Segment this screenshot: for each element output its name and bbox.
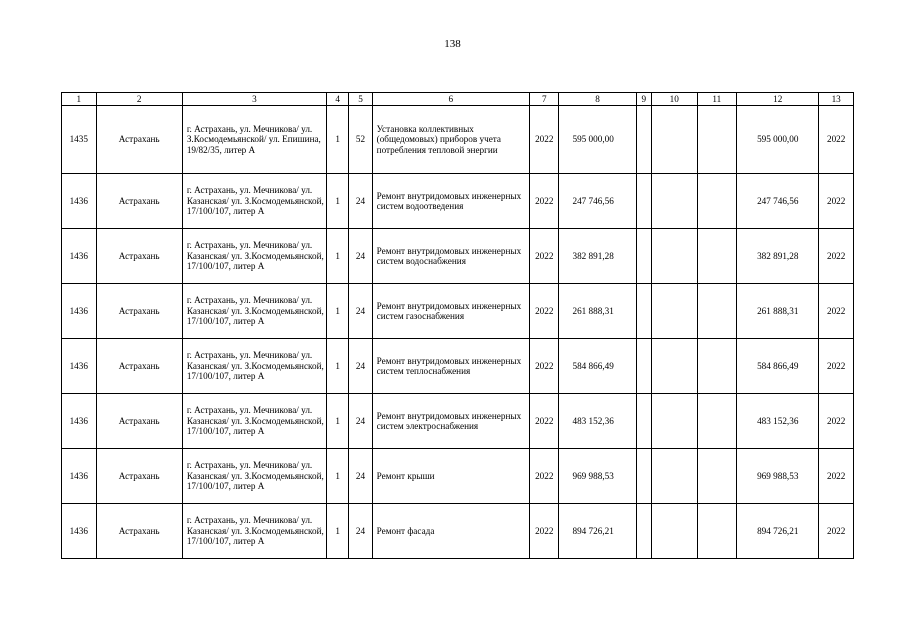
city-cell: Астрахань	[96, 106, 182, 174]
column-header: 8	[559, 93, 636, 106]
address-cell: г. Астрахань, ул. Мечникова/ ул. Казанская/ ул. З.Космодемьянской, 17/100/107, литер А	[182, 229, 326, 284]
page-number: 138	[444, 38, 461, 50]
col4-cell: 1	[326, 449, 348, 504]
col11-cell	[697, 394, 737, 449]
table-header-row	[62, 93, 854, 106]
row-number-cell: 1436	[62, 394, 97, 449]
total-cost-cell: 483 152,36	[737, 394, 819, 449]
row-number-cell: 1436	[62, 449, 97, 504]
col4-cell: 1	[326, 284, 348, 339]
col4-cell: 1	[326, 504, 348, 559]
col9-cell	[636, 106, 651, 174]
table-row	[62, 284, 854, 339]
col5-cell: 24	[349, 504, 372, 559]
col9-cell	[636, 229, 651, 284]
col4-cell: 1	[326, 174, 348, 229]
cost-cell: 247 746,56	[559, 174, 636, 229]
total-cost-cell: 584 866,49	[737, 339, 819, 394]
table-row	[62, 449, 854, 504]
city-cell: Астрахань	[96, 394, 182, 449]
col9-cell	[636, 339, 651, 394]
column-header: 6	[372, 93, 529, 106]
col9-cell	[636, 449, 651, 504]
col5-cell: 24	[349, 174, 372, 229]
col4-cell: 1	[326, 106, 348, 174]
cost-cell: 969 988,53	[559, 449, 636, 504]
col10-cell	[651, 284, 697, 339]
col10-cell	[651, 504, 697, 559]
total-cost-cell: 261 888,31	[737, 284, 819, 339]
col4-cell: 1	[326, 394, 348, 449]
work-type-cell: Ремонт крыши	[372, 449, 529, 504]
cost-cell: 483 152,36	[559, 394, 636, 449]
col10-cell	[651, 106, 697, 174]
year-end-cell: 2022	[819, 106, 854, 174]
row-number-cell: 1436	[62, 504, 97, 559]
col5-cell: 24	[349, 284, 372, 339]
city-cell: Астрахань	[96, 229, 182, 284]
work-type-cell: Ремонт внутридомовых инженерных систем водоснабжения	[372, 229, 529, 284]
col11-cell	[697, 106, 737, 174]
address-cell: г. Астрахань, ул. Мечникова/ ул. Казанская/ ул. З.Космодемьянской, 17/100/107, литер А	[182, 174, 326, 229]
col5-cell: 24	[349, 394, 372, 449]
column-header: 2	[96, 93, 182, 106]
address-cell: г. Астрахань, ул. Мечникова/ ул. З.Космодемьянской/ ул. Епишина, 19/82/35, литер А	[182, 106, 326, 174]
total-cost-cell: 382 891,28	[737, 229, 819, 284]
cost-cell: 261 888,31	[559, 284, 636, 339]
total-cost-cell: 595 000,00	[737, 106, 819, 174]
col11-cell	[697, 229, 737, 284]
work-type-cell: Ремонт внутридомовых инженерных систем теплоснабжения	[372, 339, 529, 394]
column-header: 5	[349, 93, 372, 106]
col4-cell: 1	[326, 229, 348, 284]
year-cell: 2022	[530, 106, 559, 174]
col9-cell	[636, 284, 651, 339]
column-header: 13	[819, 93, 854, 106]
col4-cell: 1	[326, 339, 348, 394]
year-cell: 2022	[530, 449, 559, 504]
table-row	[62, 394, 854, 449]
col5-cell: 24	[349, 339, 372, 394]
col11-cell	[697, 339, 737, 394]
year-cell: 2022	[530, 394, 559, 449]
total-cost-cell: 247 746,56	[737, 174, 819, 229]
col10-cell	[651, 174, 697, 229]
col10-cell	[651, 394, 697, 449]
row-number-cell: 1436	[62, 284, 97, 339]
year-cell: 2022	[530, 284, 559, 339]
address-cell: г. Астрахань, ул. Мечникова/ ул. Казанская/ ул. З.Космодемьянской, 17/100/107, литер А	[182, 504, 326, 559]
row-number-cell: 1436	[62, 229, 97, 284]
work-type-cell: Ремонт внутридомовых инженерных систем электроснабжения	[372, 394, 529, 449]
year-end-cell: 2022	[819, 229, 854, 284]
year-end-cell: 2022	[819, 339, 854, 394]
table-row	[62, 504, 854, 559]
address-cell: г. Астрахань, ул. Мечникова/ ул. Казанская/ ул. З.Космодемьянской, 17/100/107, литер А	[182, 449, 326, 504]
year-cell: 2022	[530, 504, 559, 559]
col10-cell	[651, 449, 697, 504]
col11-cell	[697, 449, 737, 504]
column-header: 4	[326, 93, 348, 106]
year-cell: 2022	[530, 229, 559, 284]
year-end-cell: 2022	[819, 174, 854, 229]
table-row	[62, 106, 854, 174]
col11-cell	[697, 504, 737, 559]
address-cell: г. Астрахань, ул. Мечникова/ ул. Казанская/ ул. З.Космодемьянской, 17/100/107, литер А	[182, 339, 326, 394]
year-end-cell: 2022	[819, 504, 854, 559]
col10-cell	[651, 229, 697, 284]
work-type-cell: Установка коллективных (общедомовых) приборов учета потребления тепловой энергии	[372, 106, 529, 174]
row-number-cell: 1435	[62, 106, 97, 174]
row-number-cell: 1436	[62, 174, 97, 229]
year-end-cell: 2022	[819, 394, 854, 449]
year-end-cell: 2022	[819, 284, 854, 339]
col5-cell: 24	[349, 229, 372, 284]
column-header: 1	[62, 93, 97, 106]
city-cell: Астрахань	[96, 339, 182, 394]
year-end-cell: 2022	[819, 449, 854, 504]
work-type-cell: Ремонт внутридомовых инженерных систем водоотведения	[372, 174, 529, 229]
cost-cell: 894 726,21	[559, 504, 636, 559]
column-header: 7	[530, 93, 559, 106]
col9-cell	[636, 394, 651, 449]
total-cost-cell: 969 988,53	[737, 449, 819, 504]
column-header: 12	[737, 93, 819, 106]
cost-cell: 584 866,49	[559, 339, 636, 394]
row-number-cell: 1436	[62, 339, 97, 394]
city-cell: Астрахань	[96, 449, 182, 504]
col5-cell: 52	[349, 106, 372, 174]
col10-cell	[651, 339, 697, 394]
address-cell: г. Астрахань, ул. Мечникова/ ул. Казанская/ ул. З.Космодемьянской, 17/100/107, литер А	[182, 284, 326, 339]
year-cell: 2022	[530, 339, 559, 394]
address-cell: г. Астрахань, ул. Мечникова/ ул. Казанская/ ул. З.Космодемьянской, 17/100/107, литер А	[182, 394, 326, 449]
col11-cell	[697, 284, 737, 339]
col9-cell	[636, 504, 651, 559]
cost-cell: 382 891,28	[559, 229, 636, 284]
table-row	[62, 229, 854, 284]
table-body	[62, 93, 854, 559]
year-cell: 2022	[530, 174, 559, 229]
column-header: 10	[651, 93, 697, 106]
col11-cell	[697, 174, 737, 229]
table-row	[62, 339, 854, 394]
table-row	[62, 174, 854, 229]
cost-cell: 595 000,00	[559, 106, 636, 174]
column-header: 9	[636, 93, 651, 106]
column-header: 11	[697, 93, 737, 106]
col9-cell	[636, 174, 651, 229]
col5-cell: 24	[349, 449, 372, 504]
work-type-cell: Ремонт фасада	[372, 504, 529, 559]
column-header: 3	[182, 93, 326, 106]
work-type-cell: Ремонт внутридомовых инженерных систем газоснабжения	[372, 284, 529, 339]
city-cell: Астрахань	[96, 174, 182, 229]
city-cell: Астрахань	[96, 284, 182, 339]
city-cell: Астрахань	[96, 504, 182, 559]
works-table	[61, 92, 854, 559]
total-cost-cell: 894 726,21	[737, 504, 819, 559]
